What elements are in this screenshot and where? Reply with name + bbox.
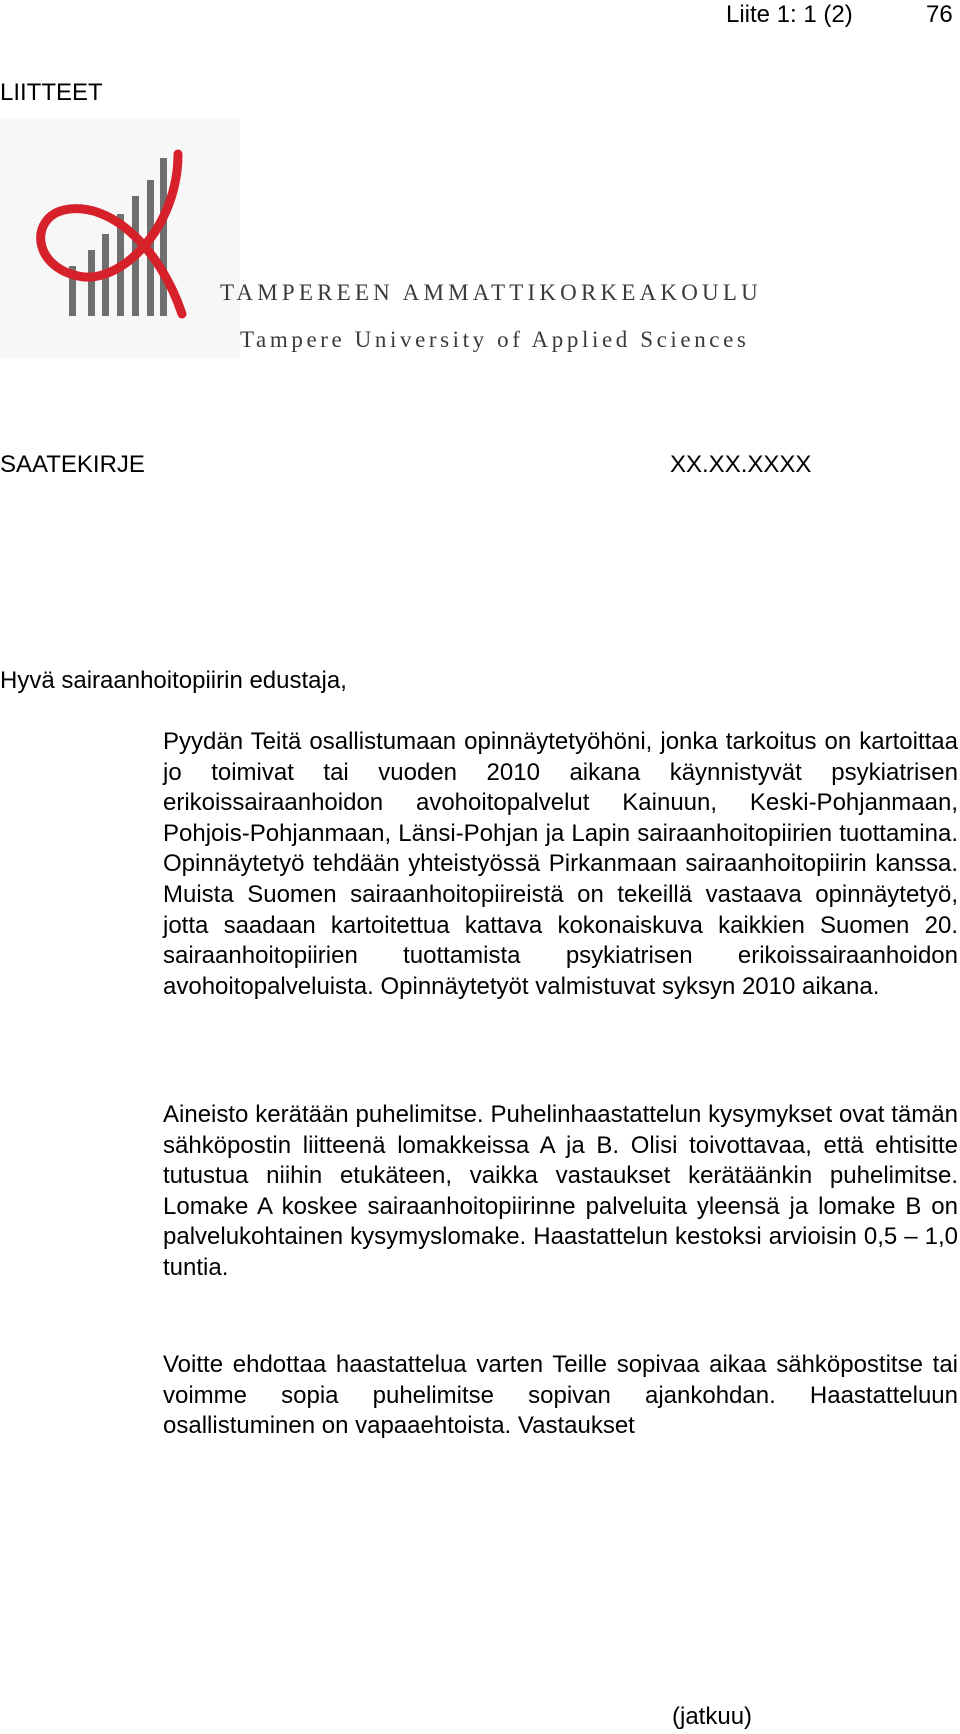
- letter-title: SAATEKIRJE: [0, 451, 145, 478]
- continued-note: (jatkuu): [672, 1703, 753, 1730]
- greeting: Hyvä sairaanhoitopiirin edustaja,: [0, 667, 347, 694]
- paragraph-data-collection: Aineisto kerätään puhelimitse. Puhelinhaastattelun kysymykset ovat tämän sähköpostin liitteenä lomakkeissa A ja B. Olisi toivottavaa, että ehtisitte tutustua niihin etukäteen, vaikka vastaukset kerätäänkin puhelimitse. Lomake A koskee sairaanhoitopiirinne palveluita yleensä ja lomake B on palvelukohtainen kysymyslomake. Haastattelun kestoksi arvioisin 0,5 – 1,0 tuntia.: [163, 1101, 958, 1281]
- page-number: 76: [926, 1, 953, 28]
- attachment-label: Liite 1: 1 (2): [726, 1, 853, 28]
- paragraph-purpose: Pyydän Teitä osallistumaan opinnäytetyöhöni, jonka tarkoitus on kartoittaa jo toimivat tai vuoden 2010 aikana käynnistyvät psykiatrisen erikoissairaanhoidon avohoitopalvelut Kainuun, Keski-Pohjanmaan, Pohjois-Pohjanmaan, Länsi-Pohjan ja Lapin sairaanhoitopiirien tuottamina. Opinnäytetyö tehdään yhteistyössä Pirkanmaan sairaanhoitopiirin kanssa. Muista Suomen sairaanhoitopiireistä on tekeillä vastaava opinnäytetyö, jotta saadaan kartoitettua kattava kokonaiskuva kaikkien Suomen 20. sairaanhoitopiirien tuottamista psykiatrisen erikoissairaanhoidon avohoitopalveluista. Opinnäytetyöt valmistuvat syksyn 2010 aikana.: [163, 728, 958, 1000]
- paragraph-scheduling: Voitte ehdottaa haastattelua varten Teille sopivaa aikaa sähköpostitse tai voimme sopia puhelimitse sopivan ajankohdan. Haastatteluun osallistuminen on vapaaehtoista. Vastaukset: [163, 1351, 958, 1440]
- section-title: LIITTEET: [0, 79, 103, 106]
- logo-finnish-name: TAMPEREEN AMMATTIKORKEAKOULU: [220, 280, 762, 305]
- logo-english-name: Tampere University of Applied Sciences: [240, 327, 750, 352]
- letter-date: XX.XX.XXXX: [670, 451, 812, 478]
- tamk-logo: [0, 118, 240, 358]
